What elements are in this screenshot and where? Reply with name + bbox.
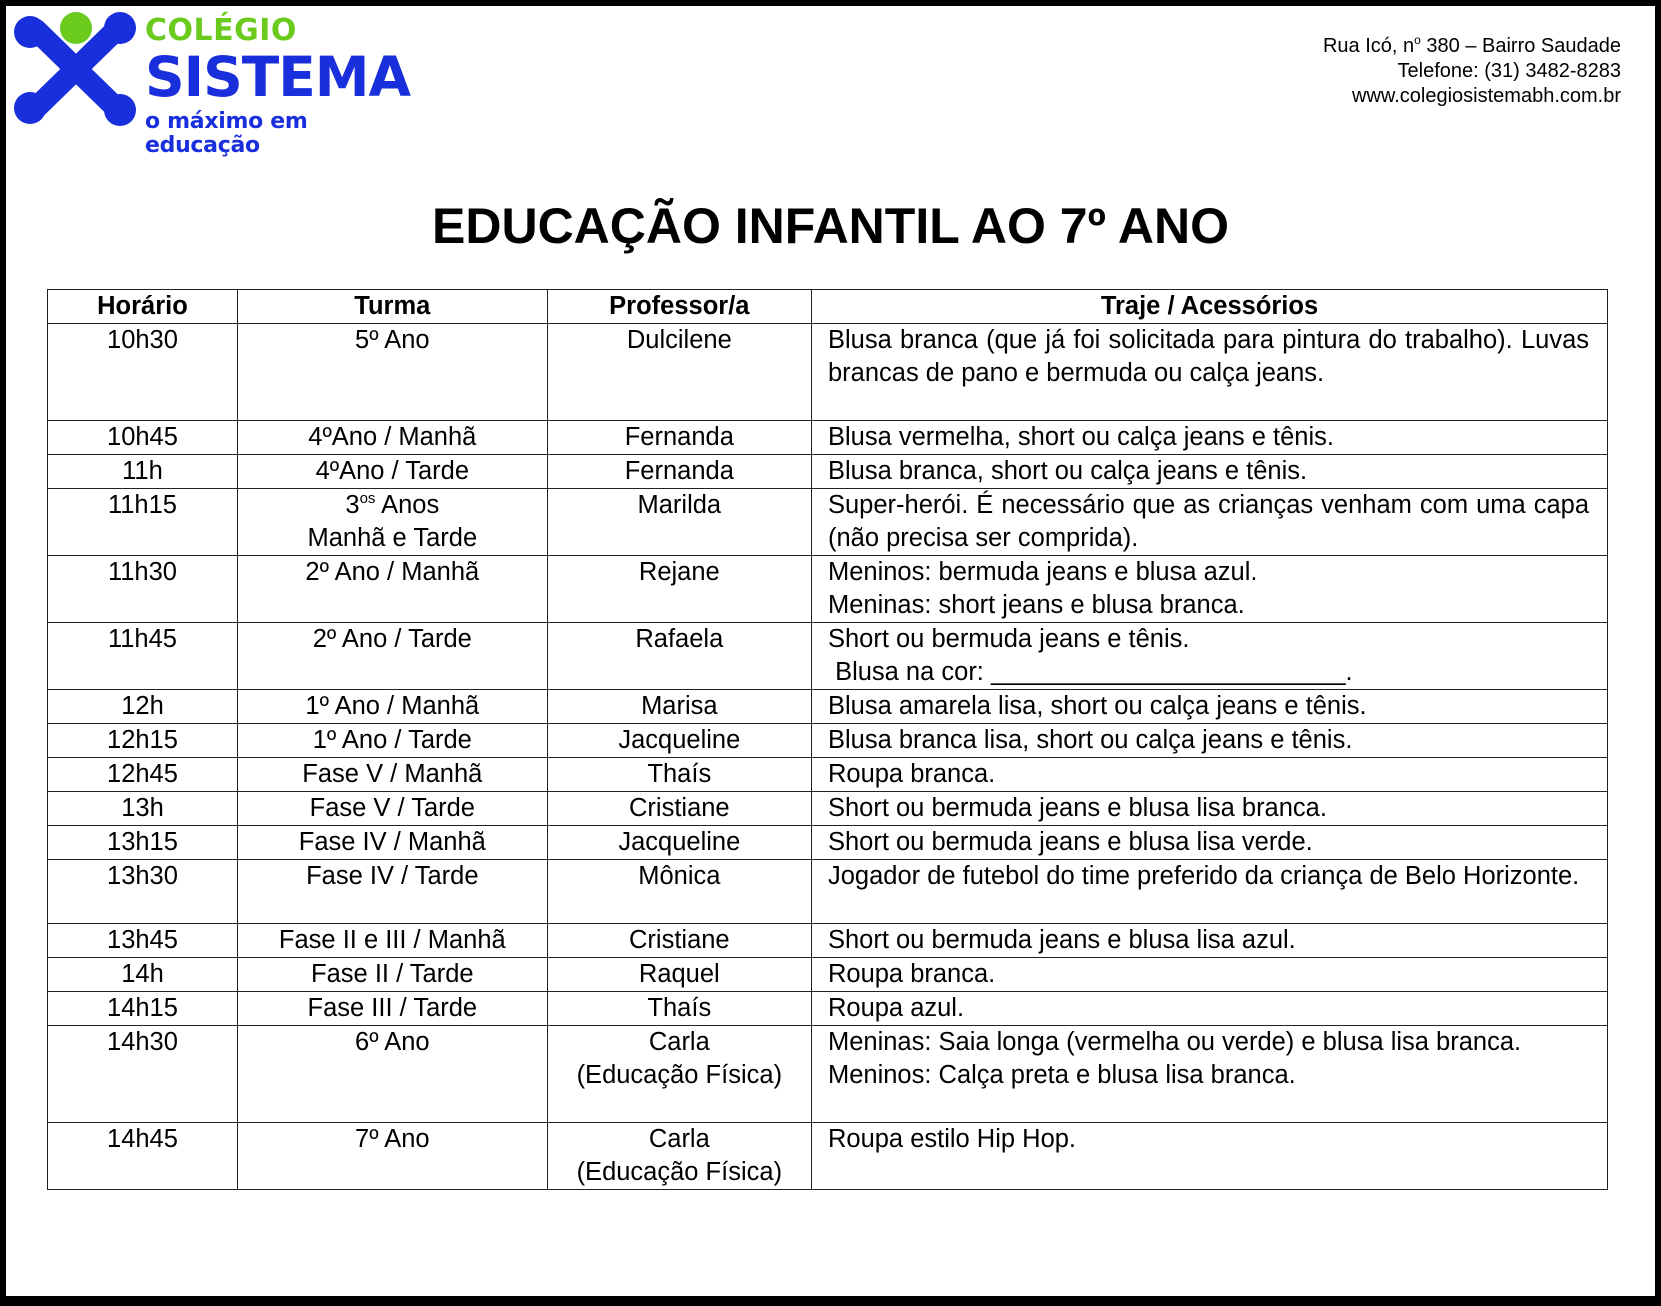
traje-line: Short ou bermuda jeans e blusa lisa verde. — [827, 828, 1313, 856]
traje-line: Blusa amarela lisa, short ou calça jeans e tênis. — [827, 692, 1367, 720]
address-suffix: 380 – Bairro Saudade — [1420, 35, 1621, 57]
cell-traje — [811, 826, 1607, 860]
cell-horario: 14h30 — [48, 1026, 238, 1123]
table-row — [48, 421, 1608, 455]
table-row — [48, 623, 1608, 690]
turma-line: 1º Ano / Tarde — [312, 726, 472, 754]
traje-line: Meninos: Calça preta e blusa lisa branca. — [827, 1061, 1296, 1089]
cell-turma — [237, 455, 547, 489]
logo-sistema-text: SISTEMA — [145, 45, 411, 109]
cell-professor — [547, 489, 811, 556]
phone-line: Telefone: (31) 3482-8283 — [1397, 60, 1621, 82]
cell-traje — [811, 724, 1607, 758]
cell-turma — [237, 724, 547, 758]
cell-professor — [547, 958, 811, 992]
header-horario: Horário — [48, 290, 238, 324]
professor-line: Mônica — [638, 862, 721, 890]
cell-turma — [237, 924, 547, 958]
cell-traje — [811, 758, 1607, 792]
professor-line: Raquel — [638, 960, 720, 988]
traje-line: Jogador de futebol do time preferido da criança de Belo Horizonte. — [827, 862, 1580, 890]
address-prefix: Rua Icó, n — [1322, 35, 1415, 57]
cell-professor — [547, 421, 811, 455]
cell-traje — [811, 623, 1607, 690]
cell-turma — [237, 826, 547, 860]
turma-line: 4ºAno / Manhã — [308, 423, 477, 451]
schedule-body — [48, 324, 1608, 1190]
logo-colegio-text: COLÉGIO — [145, 13, 297, 48]
cell-professor — [547, 690, 811, 724]
professor-line: (Educação Física) — [576, 1061, 783, 1089]
cell-professor — [547, 992, 811, 1026]
traje-line: Short ou bermuda jeans e blusa lisa azul. — [827, 926, 1296, 954]
cell-traje — [811, 924, 1607, 958]
cell-traje — [811, 489, 1607, 556]
table-row — [48, 1123, 1608, 1190]
turma-after-sup: Anos — [375, 491, 440, 519]
turma-line: Manhã e Tarde — [307, 524, 478, 552]
cell-turma — [237, 556, 547, 623]
turma-number: 3 — [345, 491, 360, 519]
cell-horario: 11h — [48, 455, 238, 489]
professor-line: Jacqueline — [618, 828, 741, 856]
address-sup: o — [1414, 33, 1421, 47]
page-title: EDUCAÇÃO INFANTIL AO 7º ANO — [432, 198, 1229, 254]
contact-block — [1323, 34, 1621, 109]
cell-traje — [811, 1026, 1607, 1123]
address-line — [1323, 34, 1621, 59]
logo-tagline: o máximo em educação — [145, 109, 308, 158]
cell-professor — [547, 758, 811, 792]
table-row — [48, 992, 1608, 1026]
cell-professor — [547, 455, 811, 489]
cell-professor — [547, 860, 811, 924]
cell-traje — [811, 421, 1607, 455]
turma-line: 2º Ano / Manhã — [305, 558, 480, 586]
cell-turma — [237, 623, 547, 690]
table-row — [48, 758, 1608, 792]
cell-professor — [547, 623, 811, 690]
cell-turma — [237, 489, 547, 556]
professor-line: Fernanda — [624, 423, 734, 451]
turma-line: Fase II / Tarde — [311, 960, 474, 988]
cell-turma — [237, 421, 547, 455]
cell-horario: 13h15 — [48, 826, 238, 860]
cell-horario: 14h — [48, 958, 238, 992]
cell-turma — [237, 690, 547, 724]
cell-traje — [811, 792, 1607, 826]
logo-x-icon — [14, 10, 138, 128]
website-line: www.colegiosistemabh.com.br — [1352, 85, 1621, 107]
header-professor: Professor/a — [547, 290, 811, 324]
table-row — [48, 792, 1608, 826]
cell-turma — [237, 1026, 547, 1123]
cell-turma — [237, 792, 547, 826]
turma-line: 7º Ano — [355, 1125, 430, 1153]
traje-line: Blusa branca (que já foi solicitada para pintura do trabalho). Luvas brancas de pano e bermuda ou calça jeans. — [827, 326, 1589, 387]
cell-professor — [547, 1123, 811, 1190]
cell-turma — [237, 958, 547, 992]
turma-line: Fase II e III / Manhã — [278, 926, 506, 954]
table-row — [48, 724, 1608, 758]
traje-line: Blusa vermelha, short ou calça jeans e tênis. — [827, 423, 1334, 451]
school-logo — [14, 10, 411, 158]
table-row — [48, 826, 1608, 860]
table-row — [48, 489, 1608, 556]
turma-sup: os — [359, 490, 376, 507]
turma-line: Fase IV / Manhã — [298, 828, 486, 856]
cell-horario: 10h30 — [48, 324, 238, 421]
cell-turma — [237, 758, 547, 792]
cell-horario: 10h45 — [48, 421, 238, 455]
cell-professor — [547, 324, 811, 421]
cell-professor — [547, 556, 811, 623]
table-row — [48, 860, 1608, 924]
cell-traje — [811, 958, 1607, 992]
header-turma: Turma — [237, 290, 547, 324]
turma-line: Fase III / Tarde — [307, 994, 478, 1022]
professor-line: Dulcilene — [626, 326, 732, 354]
cell-horario: 12h45 — [48, 758, 238, 792]
table-row — [48, 324, 1608, 421]
traje-line: Roupa estilo Hip Hop. — [827, 1125, 1077, 1153]
traje-line: Roupa branca. — [827, 960, 996, 988]
professor-line: Carla — [648, 1125, 710, 1153]
professor-line: Rejane — [638, 558, 720, 586]
professor-line: Marilda — [637, 491, 722, 519]
table-header-row — [48, 290, 1608, 324]
turma-line — [244, 489, 541, 522]
cell-professor — [547, 724, 811, 758]
table-row — [48, 958, 1608, 992]
professor-line: Carla — [648, 1028, 710, 1056]
professor-line: (Educação Física) — [576, 1158, 783, 1186]
schedule-table — [47, 289, 1608, 1190]
traje-line: Roupa branca. — [827, 760, 996, 788]
traje-line: Short ou bermuda jeans e tênis. — [827, 625, 1190, 653]
cell-horario: 13h45 — [48, 924, 238, 958]
professor-line: Thaís — [647, 760, 712, 788]
cell-traje — [811, 556, 1607, 623]
professor-line: Cristiane — [629, 794, 730, 822]
cell-horario: 11h15 — [48, 489, 238, 556]
turma-line: 1º Ano / Manhã — [305, 692, 480, 720]
cell-traje — [811, 1123, 1607, 1190]
table-row — [48, 556, 1608, 623]
traje-line: Blusa branca, short ou calça jeans e tênis. — [827, 457, 1308, 485]
cell-turma — [237, 992, 547, 1026]
turma-line: 6º Ano — [355, 1028, 430, 1056]
cell-professor — [547, 924, 811, 958]
turma-line: 5º Ano — [355, 326, 430, 354]
cell-traje — [811, 324, 1607, 421]
cell-traje — [811, 690, 1607, 724]
header-traje: Traje / Acessórios — [811, 290, 1607, 324]
cell-traje — [811, 992, 1607, 1026]
table-row — [48, 1026, 1608, 1123]
cell-horario: 14h45 — [48, 1123, 238, 1190]
traje-line: Meninas: short jeans e blusa branca. — [827, 591, 1245, 619]
cell-traje — [811, 455, 1607, 489]
cell-professor — [547, 792, 811, 826]
traje-line: Blusa branca lisa, short ou calça jeans e tênis. — [827, 726, 1353, 754]
professor-line: Cristiane — [629, 926, 730, 954]
cell-professor — [547, 1026, 811, 1123]
turma-line: 2º Ano / Tarde — [312, 625, 472, 653]
traje-line: Meninas: Saia longa (vermelha ou verde) e blusa lisa branca. — [827, 1028, 1522, 1056]
traje-line: Meninos: bermuda jeans e blusa azul. — [827, 558, 1258, 586]
table-row — [48, 690, 1608, 724]
turma-line: 4ºAno / Tarde — [315, 457, 470, 485]
traje-line: Roupa azul. — [827, 994, 965, 1022]
turma-line: Fase V / Manhã — [302, 760, 483, 788]
professor-line: Rafaela — [635, 625, 724, 653]
cell-horario: 14h15 — [48, 992, 238, 1026]
cell-horario: 13h — [48, 792, 238, 826]
cell-turma — [237, 1123, 547, 1190]
cell-horario: 11h30 — [48, 556, 238, 623]
turma-line: Fase V / Tarde — [309, 794, 475, 822]
traje-line: Super-herói. É necessário que as crianças venham com uma capa (não precisa ser comprida). — [827, 491, 1589, 552]
professor-line: Fernanda — [624, 457, 734, 485]
professor-line: Marisa — [641, 692, 718, 720]
professor-line: Jacqueline — [618, 726, 741, 754]
table-row — [48, 924, 1608, 958]
traje-line: Short ou bermuda jeans e blusa lisa branca. — [827, 794, 1327, 822]
cell-turma — [237, 860, 547, 924]
table-row — [48, 455, 1608, 489]
traje-line: Blusa na cor: _________________________. — [827, 658, 1353, 686]
cell-horario: 11h45 — [48, 623, 238, 690]
cell-horario: 13h30 — [48, 860, 238, 924]
cell-turma — [237, 324, 547, 421]
turma-line: Fase IV / Tarde — [306, 862, 479, 890]
cell-professor — [547, 826, 811, 860]
cell-horario: 12h15 — [48, 724, 238, 758]
cell-traje — [811, 860, 1607, 924]
cell-horario: 12h — [48, 690, 238, 724]
professor-line: Thaís — [647, 994, 712, 1022]
